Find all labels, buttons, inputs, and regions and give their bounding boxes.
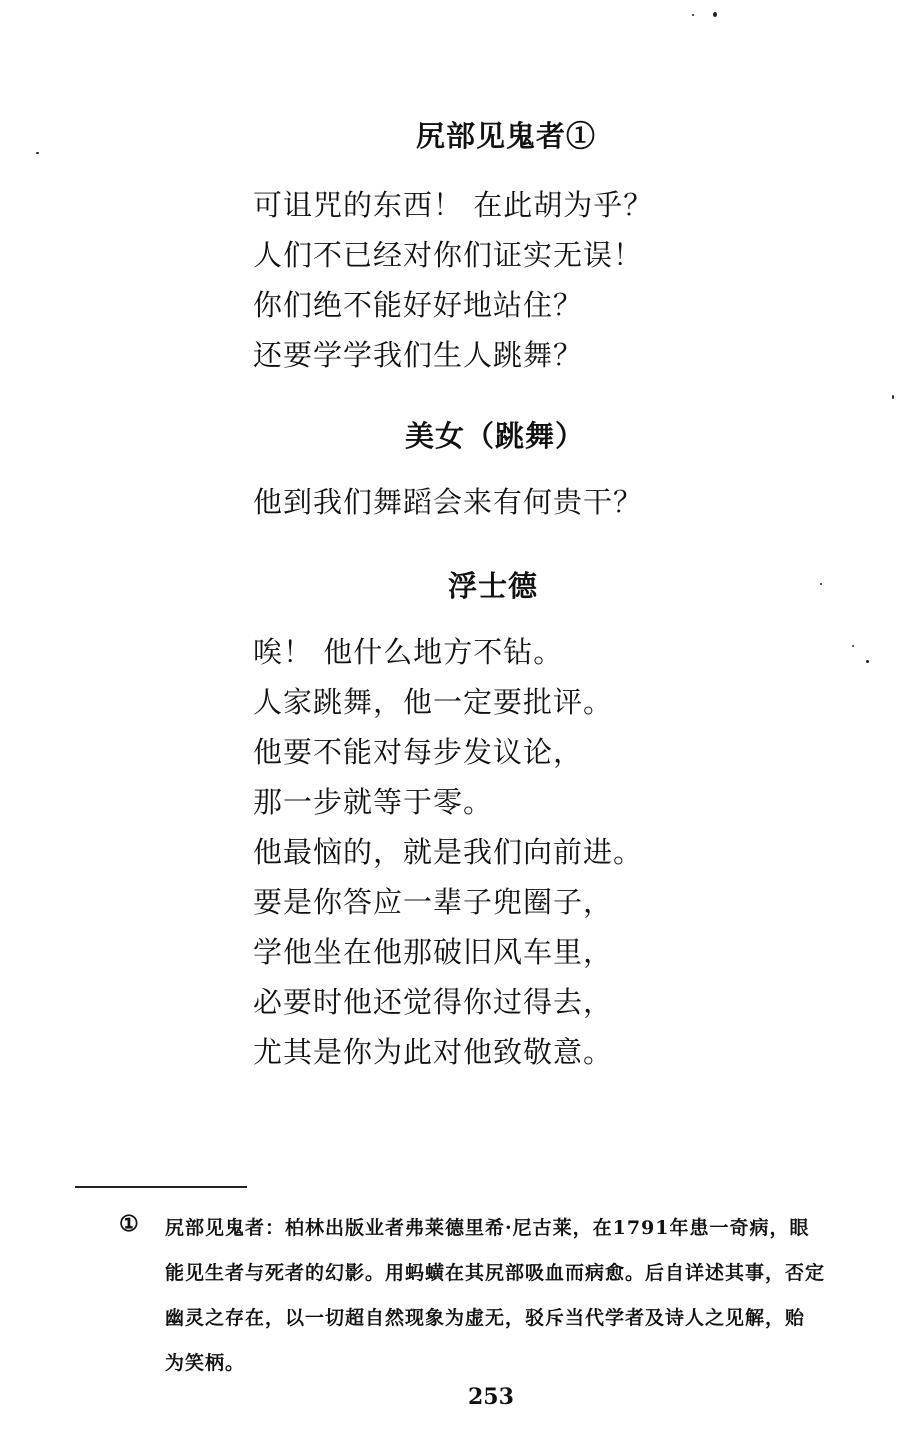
verse-line: 人们不已经对你们证实无误！ <box>253 238 644 272</box>
scan-speck <box>692 14 694 16</box>
verse-line: 尤其是你为此对他致敬意。 <box>253 1035 614 1069</box>
verse-line: 你们绝不能好好地站住？ <box>253 288 584 322</box>
speaker-heading-1: 尻部见鬼者① <box>416 119 597 153</box>
scan-speck <box>713 12 717 17</box>
verse-block-3 <box>253 627 643 1077</box>
footnote-rule <box>75 1186 247 1188</box>
verse-line: 那一步就等于零。 <box>253 785 494 819</box>
scan-speck <box>36 152 39 154</box>
verse-line: 要是你答应一辈子兜圈子， <box>253 885 614 919</box>
footnote-line: 幽灵之存在，以一切超自然现象为虚无，驳斥当代学者及诗人之见解，贻 <box>165 1307 806 1329</box>
speaker-heading-3: 浮士德 <box>448 569 539 603</box>
verse-line: 人家跳舞，他一定要批评。 <box>253 685 614 719</box>
footnote-marker: ① <box>119 1211 139 1237</box>
footnote-line: 能见生者与死者的幻影。用蚂蟥在其尻部吸血而病愈。后自详述其事，否定 <box>165 1262 826 1284</box>
verse-line: 必要时他还觉得你过得去， <box>253 985 614 1019</box>
verse-line: 他最恼的，就是我们向前进。 <box>253 835 644 869</box>
verse-line: 他要不能对每步发议论， <box>253 735 584 769</box>
scan-speck <box>892 395 894 399</box>
speaker-heading-2: 美女（跳舞） <box>405 419 586 453</box>
scan-speck <box>820 583 822 585</box>
footnote-line: 尻部见鬼者：柏林出版业者弗莱德里希·尼古莱，在1791年患一奇病，眼 <box>165 1217 810 1239</box>
page-number: 253 <box>468 1384 514 1410</box>
verse-line: 他到我们舞蹈会来有何贵干？ <box>253 485 644 519</box>
footnote <box>165 1206 900 1386</box>
verse-block-1 <box>253 180 653 380</box>
scan-speck <box>866 660 869 663</box>
verse-block-2 <box>253 477 643 527</box>
footnote-line: 为笑柄。 <box>165 1352 246 1374</box>
verse-line: 还要学学我们生人跳舞？ <box>253 338 584 372</box>
scan-speck <box>852 645 854 647</box>
verse-line: 可诅咒的东西！ 在此胡为乎？ <box>253 188 654 222</box>
verse-line: 学他坐在他那破旧风车里， <box>253 935 614 969</box>
verse-line: 唉！ 他什么地方不钻。 <box>253 635 564 669</box>
